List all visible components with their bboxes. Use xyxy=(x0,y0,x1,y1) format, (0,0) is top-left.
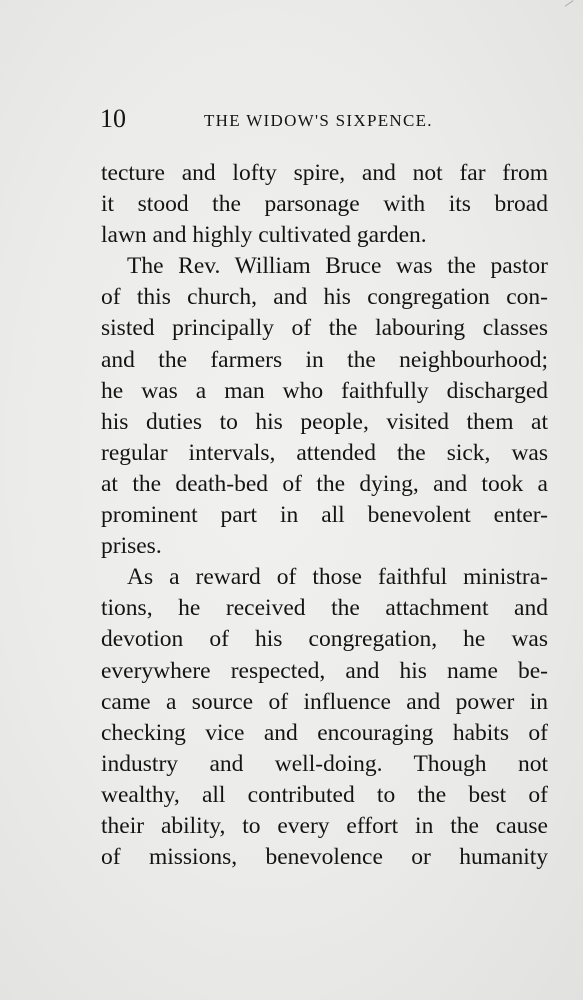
page-number: 10 xyxy=(100,104,126,133)
text-line: devotion of his congregation, he was xyxy=(101,626,548,653)
text-line: regular intervals, attended the sick, was xyxy=(101,439,548,466)
text-line: his duties to his people, visited them at xyxy=(101,408,548,435)
text-line: checking vice and encouraging habits of xyxy=(101,719,548,746)
text-line: sisted principally of the labouring classes xyxy=(101,315,548,342)
page-edge-mark xyxy=(565,0,580,15)
running-head xyxy=(100,104,478,134)
text-line: wealthy, all contributed to the best of xyxy=(101,781,548,808)
text-line: tions, he received the attachment and xyxy=(101,595,548,622)
body-text xyxy=(101,158,548,873)
text-line: at the death-bed of the dying, and took a xyxy=(101,470,548,497)
text-line: tecture and lofty spire, and not far from xyxy=(101,160,548,186)
text-line: he was a man who faithfully discharged xyxy=(101,377,548,404)
text-line: of missions, benevolence or humanity xyxy=(101,844,548,871)
text-line: As a reward of those faithful ministra- xyxy=(127,564,548,591)
text-line: prises. xyxy=(101,533,162,560)
text-line: prominent part in all benevolent enter- xyxy=(101,502,548,529)
text-line: of this church, and his congregation con- xyxy=(101,284,548,311)
text-line: it stood the parsonage with its broad xyxy=(101,191,548,218)
text-line: everywhere respected, and his name be- xyxy=(101,657,548,684)
text-line: industry and well-doing. Though not xyxy=(101,750,548,777)
text-line: lawn and highly cultivated garden. xyxy=(101,222,427,249)
text-line: and the farmers in the neighbourhood; xyxy=(101,346,548,373)
text-line: came a source of influence and power in xyxy=(101,688,548,715)
text-line: their ability, to every effort in the cause xyxy=(101,812,548,839)
text-line: The Rev. William Bruce was the pastor xyxy=(127,253,548,280)
running-title: THE WIDOW'S SIXPENCE. xyxy=(204,111,433,130)
